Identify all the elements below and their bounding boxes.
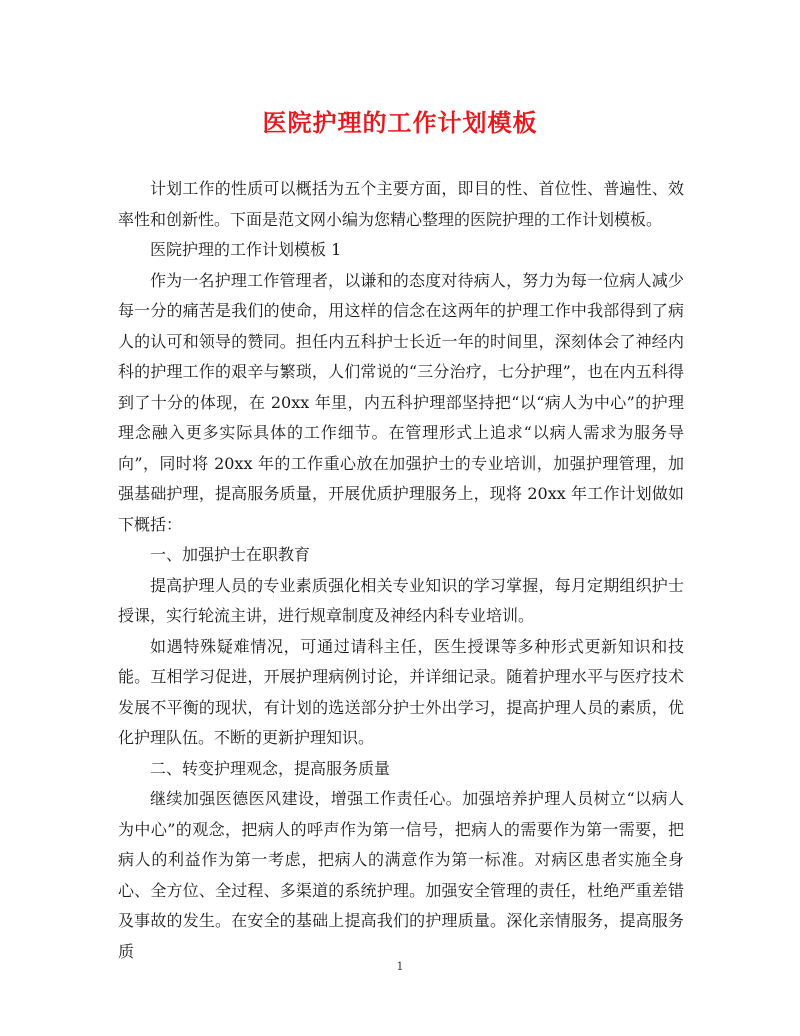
section-heading-1: 一、加强护士在职教育 [150, 545, 311, 564]
section-heading-2: 二、转变护理观念，提高服务质量 [150, 758, 391, 778]
section-heading-template-1: 医院护理的工作计划模板 1 [150, 240, 342, 259]
document-title: 医院护理的工作计划模板 [262, 108, 538, 137]
paragraph-overview: 作为一名护理工作管理者，以谦和的态度对待病人，努力为每一位病人减少每一分的痛苦是我们的使命，用这样的信念在这两年的护理工作中我部得到了病人的认可和领导的赞同。担任内五科护士长近一年的时间里，深刻体会了神经内科的护理工作的艰辛与繁琐，人们常说的“三分治疗，七分护理”，也在内五科得到了十分的体现，在 20xx 年里，内五科护理部坚持把“以“病人为中心”的护理理念融入更多实际具体的工作细节。在管理形式上追求“以病人需求为服务导向”，同时将 20xx 年的工作重心放在加强护士的专业培训，加强护理管理，加强基础护理，提高服务质量，开展优质护理服务上，现将 20xx 年工作计划做如下概括： [118, 270, 684, 534]
document-body [118, 174, 684, 967]
paragraph-intro: 计划工作的性质可以概括为五个主要方面，即目的性、首位性、普遍性、效率性和创新性。下面是范文网小编为您精心整理的医院护理的工作计划模板。 [118, 179, 684, 229]
paragraph-learning: 如遇特殊疑难情况，可通过请科主任，医生授课等多种形式更新知识和技能。互相学习促进，开展护理病例讨论，并详细记录。随着护理水平与医疗技术发展不平衡的现状，有计划的选送部分护士外出学习，提高护理人员的素质，优化护理队伍。不断的更新护理知识。 [118, 636, 684, 747]
paragraph-service: 继续加强医德医风建设，增强工作责任心。加强培养护理人员树立“以病人为中心”的观念，把病人的呼声作为第一信号，把病人的需要作为第一需要，把病人的利益作为第一考虑，把病人的满意作为第一标准。对病区患者实施全身心、全方位、全过程、多渠道的系统护理。加强安全管理的责任，杜绝严重差错及事故的发生。在安全的基础上提高我们的护理质量。深化亲情服务，提高服务质 [118, 789, 684, 961]
page-number: 1 [396, 960, 404, 973]
paragraph-training: 提高护理人员的专业素质强化相关专业知识的学习掌握，每月定期组织护士授课，实行轮流主讲，进行规章制度及神经内科专业培训。 [118, 575, 684, 625]
